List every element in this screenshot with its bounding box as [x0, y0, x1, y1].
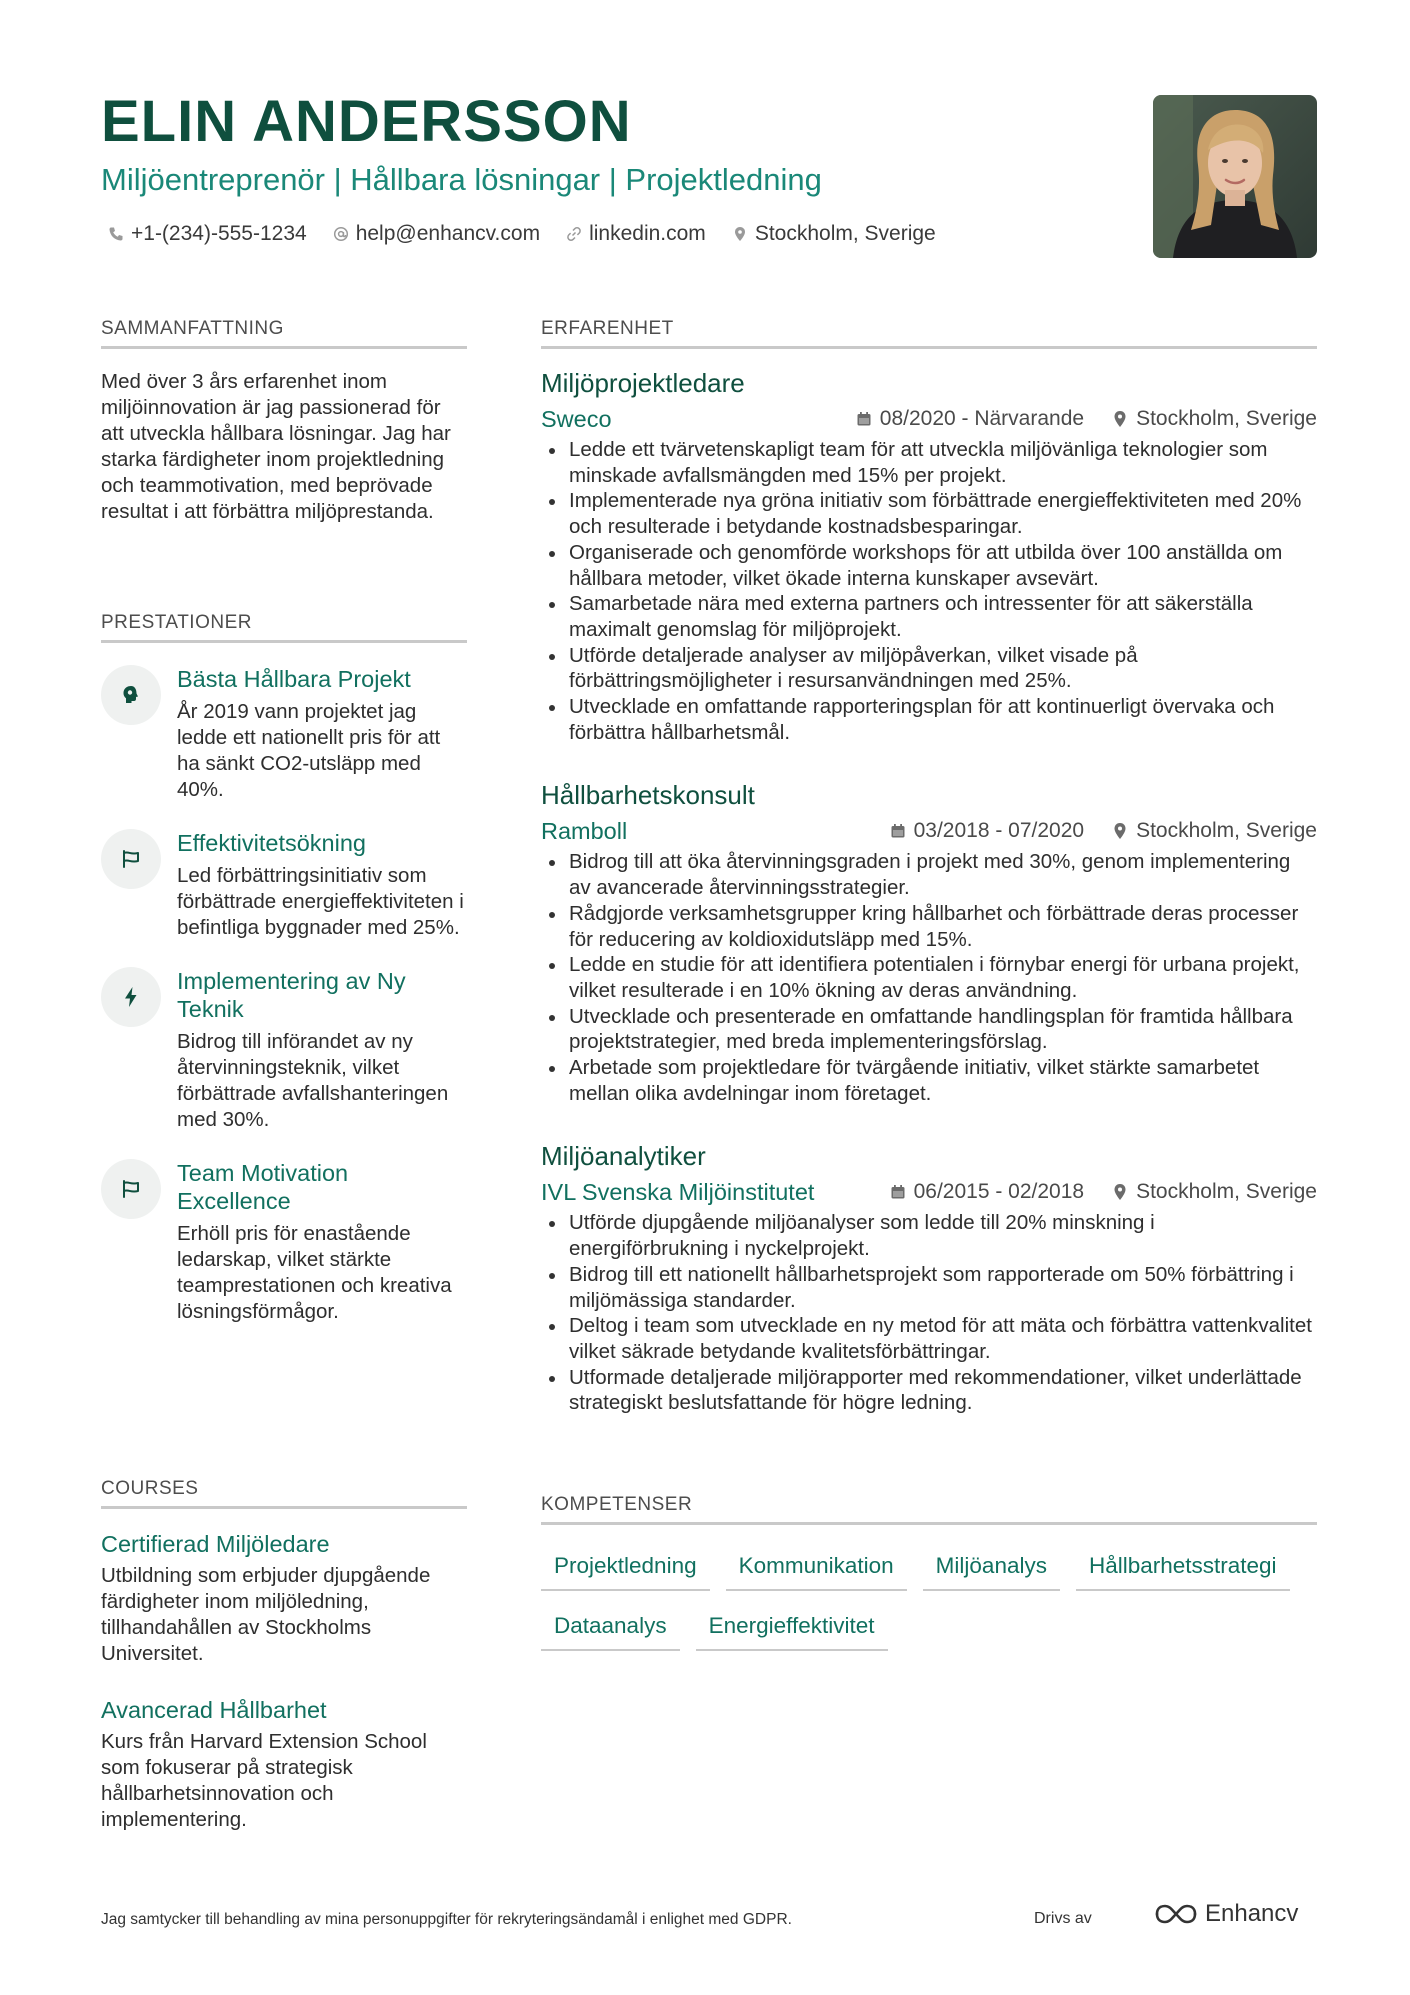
phone-text: +1-(234)-555-1234	[131, 222, 307, 245]
contact-location	[732, 222, 936, 246]
list-item: Ledde ett tvärvetenskapligt team för att utveckla miljövänliga teknologier som minskade avfallsmängden med 15% per projekt.	[541, 437, 1317, 488]
phone-icon	[108, 226, 124, 242]
skill-tag: Hållbarhetsstrategi	[1076, 1547, 1290, 1591]
skills-section	[541, 1494, 1317, 1651]
job-dates-text: 06/2015 - 02/2018	[913, 1180, 1085, 1204]
achievement-item	[101, 665, 467, 803]
list-item: Samarbetade nära med externa partners och intressenter för att säkerställa maximalt genomslag för miljöprojekt.	[541, 591, 1317, 642]
calendar-icon	[890, 1184, 906, 1200]
achievement-desc: Bidrog till införandet av ny återvinningsteknik, vilket förbättrade avfallshanteringen med 30%.	[177, 1030, 449, 1131]
job-location	[1112, 819, 1317, 843]
job-dates-text: 03/2018 - 07/2020	[913, 819, 1085, 843]
calendar-icon	[890, 823, 906, 839]
achievements-section	[101, 612, 467, 1325]
gdpr-consent: Jag samtycker till behandling av mina personuppgifter för rekryteringsändamål i enlighet med GDPR.	[101, 1911, 792, 1928]
job-entry	[541, 779, 1317, 1106]
job-entry	[541, 367, 1317, 745]
course-title: Avancerad Hållbarhet	[101, 1697, 327, 1723]
job-role: Miljöanalytiker	[541, 1141, 706, 1172]
skill-tag: Dataanalys	[541, 1607, 680, 1651]
job-bullets	[541, 849, 1317, 1106]
flag-icon	[101, 829, 161, 889]
skill-tag: Projektledning	[541, 1547, 710, 1591]
job-dates	[890, 1180, 1084, 1204]
list-item: Utvecklade och presenterade en omfattande handlingsplan för framtida hållbara projektstrategier, med breda implementeringsförslag.	[541, 1004, 1317, 1055]
achievement-title: Effektivitetsökning	[177, 830, 366, 856]
location-pin-icon	[732, 226, 748, 242]
summary-text: Med över 3 års erfarenhet inom miljöinnovation är jag passionerad för att utveckla hållbara lösningar. Jag har starka färdigheter inom projektledning och teammotivation, med beprövade resultat i att förbättra miljöprestanda.	[101, 370, 451, 523]
course-title: Certifierad Miljöledare	[101, 1531, 330, 1557]
skill-tag: Miljöanalys	[923, 1547, 1060, 1591]
list-item: Ledde en studie för att identifiera potentialen i förnybar energi för urbana projekt, vilket resulterade i en 10% ökning av deras användning.	[541, 952, 1317, 1003]
flag-icon	[101, 1159, 161, 1219]
skill-tag: Energieffektivitet	[696, 1607, 888, 1651]
job-location-text: Stockholm, Sverige	[1136, 407, 1317, 430]
contact-row	[108, 222, 936, 246]
job-company: Ramboll	[541, 817, 628, 844]
powered-by-label: Drivs av	[1034, 1910, 1092, 1927]
skills-heading: KOMPETENSER	[541, 1494, 1317, 1525]
achievement-title: Implementering av Ny Teknik	[177, 968, 406, 1022]
experience-section	[541, 318, 1317, 1416]
courses-section	[101, 1478, 467, 1833]
bolt-icon	[101, 967, 161, 1027]
job-role: Hållbarhetskonsult	[541, 780, 755, 811]
course-item	[101, 1695, 467, 1833]
enhancv-logo-icon	[1153, 1902, 1199, 1926]
location-pin-icon	[1112, 1183, 1128, 1201]
achievement-item	[101, 829, 467, 941]
headline: Miljöentreprenör | Hållbara lösningar | Projektledning	[101, 162, 822, 197]
list-item: Arbetade som projektledare för tvärgående initiativ, vilket stärkte samarbetet mellan olika avdelningar inom företaget.	[541, 1055, 1317, 1106]
job-bullets	[541, 1210, 1317, 1416]
job-bullets	[541, 437, 1317, 745]
link-icon	[566, 226, 582, 242]
location-text: Stockholm, Sverige	[754, 222, 936, 245]
course-desc: Utbildning som erbjuder djupgående färdigheter inom miljöledning, tillhandahållen av Stockholms Universitet.	[101, 1564, 431, 1665]
list-item: Bidrog till ett nationellt hållbarhetsprojekt som rapporterade om 50% förbättring i miljömässiga standarder.	[541, 1262, 1317, 1313]
calendar-icon	[856, 411, 872, 427]
courses-heading: COURSES	[101, 1478, 467, 1509]
job-role: Miljöprojektledare	[541, 368, 745, 398]
location-pin-icon	[1112, 410, 1128, 428]
at-icon	[333, 226, 349, 242]
achievement-title: Team Motivation Excellence	[177, 1160, 349, 1214]
job-company: IVL Svenska Miljöinstitutet	[541, 1178, 815, 1205]
job-location-text: Stockholm, Sverige	[1136, 1180, 1317, 1204]
achievement-title: Bästa Hållbara Projekt	[177, 666, 411, 692]
linkedin-text: linkedin.com	[589, 222, 706, 245]
experience-heading: ERFARENHET	[541, 318, 1317, 349]
achievement-desc: År 2019 vann projektet jag ledde ett nationellt pris för att ha sänkt CO2-utsläpp med 40%.	[177, 700, 441, 801]
job-company: Sweco	[541, 405, 612, 432]
email-text: help@enhancv.com	[355, 222, 541, 245]
job-dates	[856, 407, 1084, 431]
achievement-desc: Led förbättringsinitiativ som förbättrade energieffektiviteten i befintliga byggnader med 25%.	[177, 864, 464, 939]
list-item: Deltog i team som utvecklade en ny metod för att mäta och förbättra vattenkvalitet vilket säkrade betydande kvalitetsförbättringar.	[541, 1313, 1317, 1364]
contact-linkedin[interactable]	[566, 222, 706, 246]
list-item: Utförde detaljerade analyser av miljöpåverkan, vilket visade på förbättringsmöjligheter i resursanvändningen med 25%.	[541, 643, 1317, 694]
enhancv-brand: Enhancv	[1205, 1900, 1299, 1927]
list-item: Utvecklade en omfattande rapporteringsplan för att kontinuerligt övervaka och förbättra hållbarhetsmål.	[541, 694, 1317, 745]
job-location	[1112, 1180, 1317, 1204]
achievements-heading: PRESTATIONER	[101, 612, 467, 643]
contact-email[interactable]	[333, 222, 540, 246]
location-pin-icon	[1112, 822, 1128, 840]
list-item: Implementerade nya gröna initiativ som förbättrade energieffektiviteten med 20% och resulterade i betydande kostnadsbesparingar.	[541, 488, 1317, 539]
skills-list	[541, 1547, 1317, 1651]
portrait-image	[1153, 95, 1317, 258]
enhancv-logo[interactable]	[1153, 1900, 1298, 1928]
list-item: Organiserade och genomförde workshops för att utbilda över 100 anställda om hållbara metoder, vilket ökade interna kunskaper avsevärt.	[541, 540, 1317, 591]
job-entry	[541, 1140, 1317, 1416]
list-item: Rådgjorde verksamhetsgrupper kring hållbarhet och förbättrade deras processer för reducering av koldioxidutsläpp med 15%.	[541, 901, 1317, 952]
job-location-text: Stockholm, Sverige	[1136, 819, 1317, 843]
job-location	[1112, 407, 1317, 431]
course-desc: Kurs från Harvard Extension School som fokuserar på strategisk hållbarhetsinnovation och implementering.	[101, 1730, 427, 1831]
candidate-name: ELIN ANDERSSON	[101, 89, 632, 154]
profile-photo	[1153, 95, 1317, 258]
summary-section	[101, 318, 467, 525]
job-dates-text: 08/2020 - Närvarande	[879, 407, 1085, 430]
achievement-item	[101, 1159, 467, 1325]
achievement-item	[101, 967, 467, 1133]
brain-icon	[101, 665, 161, 725]
list-item: Utformade detaljerade miljörapporter med rekommendationer, vilket underlättade strategiskt beslutsfattande för högre ledning.	[541, 1365, 1317, 1416]
skill-tag: Kommunikation	[726, 1547, 907, 1591]
list-item: Utförde djupgående miljöanalyser som ledde till 20% minskning i energiförbrukning i nyckelprojekt.	[541, 1210, 1317, 1261]
job-dates	[890, 819, 1084, 843]
summary-heading: SAMMANFATTNING	[101, 318, 467, 349]
contact-phone[interactable]	[108, 222, 307, 246]
course-item	[101, 1529, 467, 1667]
list-item: Bidrog till att öka återvinningsgraden i projekt med 30%, genom implementering av avancerade återvinningsstrategier.	[541, 849, 1317, 900]
achievement-desc: Erhöll pris för enastående ledarskap, vilket stärkte teamprestationen och kreativa lösningsförmågor.	[177, 1222, 452, 1323]
